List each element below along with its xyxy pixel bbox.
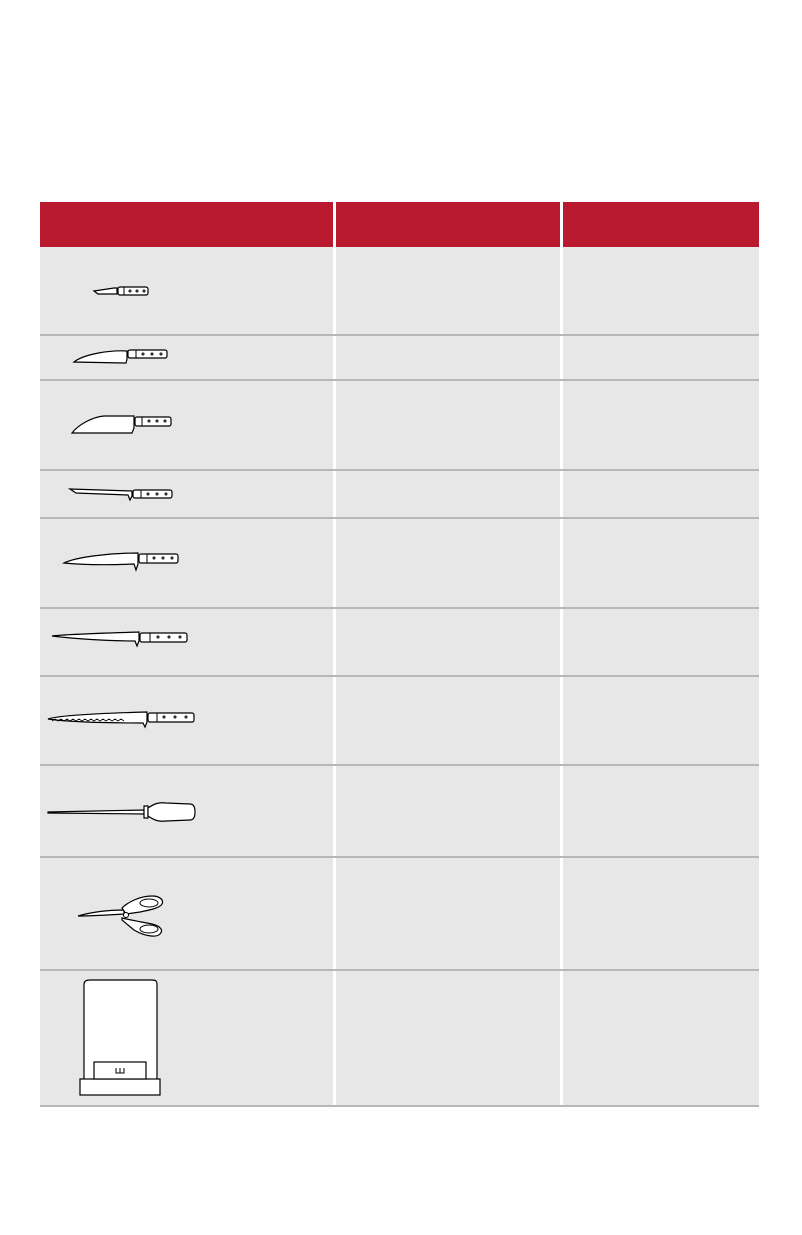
knife-block-quantity [563,971,759,1105]
knife-block-description [336,971,560,1105]
table-row [40,381,759,471]
utility-knife-icon [40,336,333,381]
kitchen-shears-quantity [563,858,759,969]
header-cell-part [40,202,333,247]
bread-knife-description [336,677,560,764]
table-row [40,247,759,336]
honing-steel-cell [40,766,333,856]
table-header [40,202,759,247]
table-row [40,519,759,609]
paring-knife-description [336,247,560,334]
kitchen-shears-description [336,858,560,969]
table-row [40,336,759,381]
slicing-knife-description [336,609,560,675]
paring-knife-icon [40,247,333,334]
table-row [40,766,759,858]
chef-knife-cell [40,519,333,607]
kitchen-shears-cell [40,858,333,969]
header-cell-quantity [563,202,759,247]
bread-knife-cell [40,677,333,764]
table-row [40,471,759,519]
paring-knife-quantity [563,247,759,334]
boning-knife-quantity [563,471,759,517]
knife-block-cell [40,971,333,1105]
boning-knife-cell [40,471,333,517]
table-row [40,971,759,1107]
boning-knife-icon [40,471,333,517]
santoku-knife-cell [40,381,333,469]
utility-knife-cell [40,336,333,379]
knife-block-icon [40,971,333,1105]
table-row [40,858,759,971]
honing-steel-description [336,766,560,856]
utility-knife-description [336,336,560,379]
honing-steel-icon [40,766,333,856]
kitchen-shears-icon [40,858,333,969]
slicing-knife-cell [40,609,333,675]
boning-knife-description [336,471,560,517]
paring-knife-cell [40,247,333,334]
utility-knife-quantity [563,336,759,379]
parts-table [40,202,759,1107]
slicing-knife-quantity [563,609,759,675]
chef-knife-quantity [563,519,759,607]
header-cell-description [336,202,560,247]
honing-steel-quantity [563,766,759,856]
table-row [40,677,759,766]
bread-knife-quantity [563,677,759,764]
santoku-knife-icon [40,381,333,469]
table-row [40,609,759,677]
santoku-knife-quantity [563,381,759,469]
slicing-knife-icon [40,609,333,675]
santoku-knife-description [336,381,560,469]
chef-knife-icon [40,519,333,607]
bread-knife-icon [40,677,333,764]
chef-knife-description [336,519,560,607]
